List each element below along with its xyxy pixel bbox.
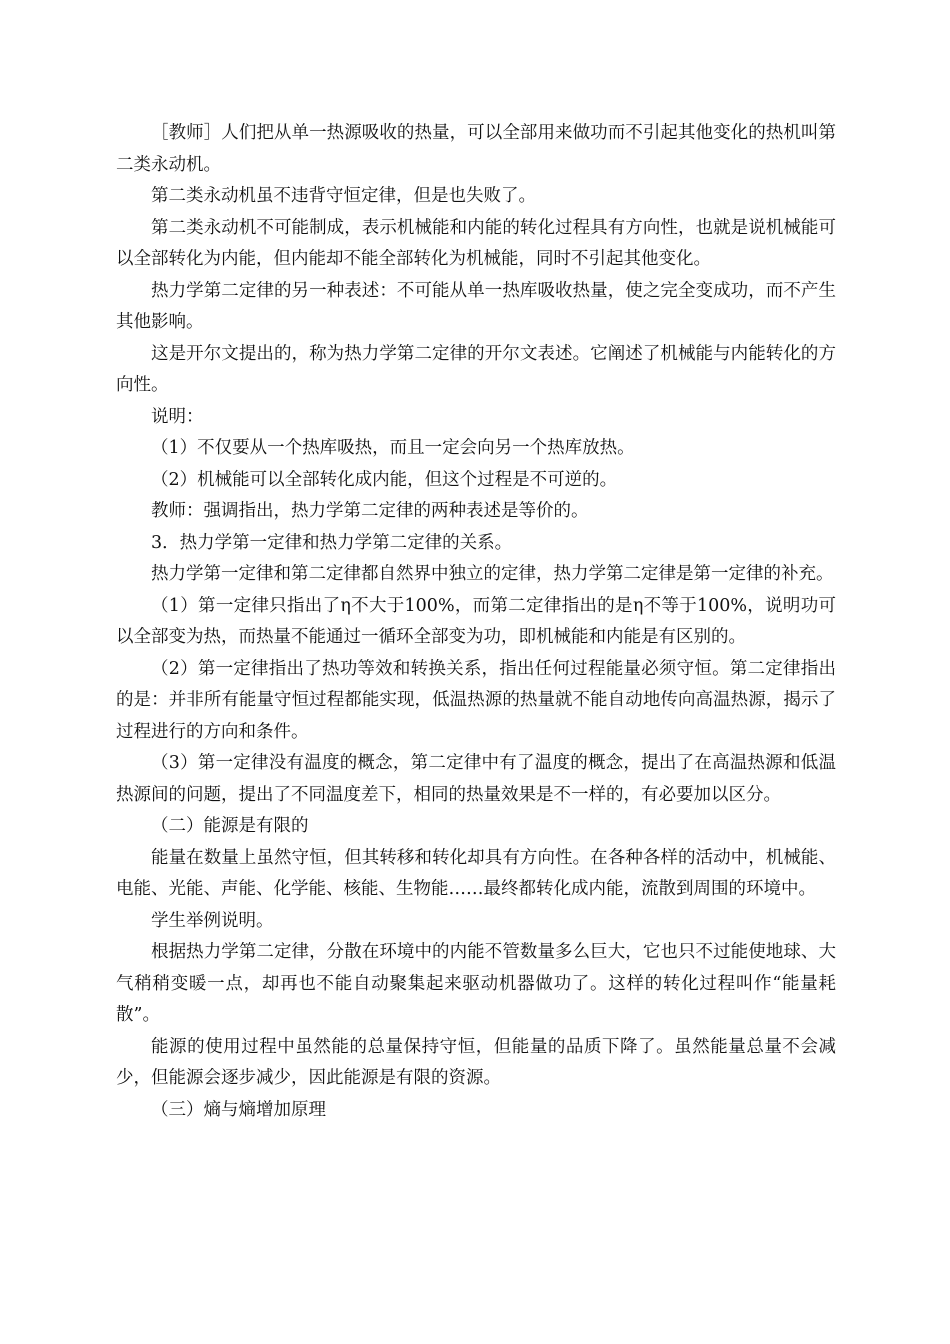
section-heading-energy-limited: （二）能源是有限的 [151,816,309,836]
paragraph-relation-2: （2）第一定律指出了热功等效和转换关系，指出任何过程能量必须守恒。第二定律指出的是：并非所有能量守恒过程都能实现，低温热源的热量就不能自动地传向高温热源，揭示了过程进行的方向和条件。 [116,658,836,742]
paragraph-explanation-label: 说明： [151,406,204,427]
section-heading-entropy: （三）熵与熵增加原理 [151,1099,326,1120]
paragraph-note-2: （2）机械能可以全部转化成内能，但这个过程是不可逆的。 [151,469,618,490]
paragraph-direction-of-conversion: 第二类永动机不可能制成，表示机械能和内能的转化过程具有方向性，也就是说机械能可以全部转化为内能，但内能却不能全部转化为机械能，同时不引起其他变化。 [116,217,836,269]
paragraph-alternative-statement: 热力学第二定律的另一种表述：不可能从单一热库吸收热量，使之完全变成功，而不产生其他影响。 [116,280,836,332]
paragraph-second-kind-failed: 第二类永动机虽不违背守恒定律，但是也失败了。 [151,186,536,206]
paragraph-relation-1: （1）第一定律只指出了η不大于100%，而第二定律指出的是η不等于100%，说明功可以全部变为热，而热量不能通过一循环全部变为功，即机械能和内能是有区别的。 [116,595,836,647]
paragraph-energy-direction: 能量在数量上虽然守恒，但其转移和转化却具有方向性。在各种各样的活动中，机械能、电能、光能、声能、化学能、核能、生物能……最终都转化成内能，流散到周围的环境中。 [116,847,836,899]
paragraph-teacher-emphasis: 教师：强调指出，热力学第二定律的两种表述是等价的。 [151,501,589,521]
document-body [116,118,836,1126]
section-heading-3: 3．热力学第一定律和热力学第二定律的关系。 [151,532,513,553]
paragraph-kelvin-statement: 这是开尔文提出的，称为热力学第二定律的开尔文表述。它阐述了机械能与内能转化的方向性。 [116,343,836,395]
paragraph-laws-relation: 热力学第一定律和第二定律都自然界中独立的定律，热力学第二定律是第一定律的补充。 [151,564,834,584]
paragraph-energy-quality: 能源的使用过程中虽然能的总量保持守恒，但能量的品质下降了。虽然能量总量不会减少，但能源会逐步减少，因此能源是有限的资源。 [116,1036,836,1088]
paragraph-energy-dissipation: 根据热力学第二定律，分散在环境中的内能不管数量多么巨大，它也只不过能使地球、大气稍稍变暖一点，却再也不能自动聚集起来驱动机器做功了。这样的转化过程叫作“能量耗散”。 [116,942,836,1025]
paragraph-relation-3: （3）第一定律没有温度的概念，第二定律中有了温度的概念，提出了在高温热源和低温热源间的问题，提出了不同温度差下，相同的热量效果是不一样的，有必要加以区分。 [116,753,836,805]
paragraph-note-1: （1）不仅要从一个热库吸热，而且一定会向另一个热库放热。 [151,438,635,458]
paragraph-student-examples: 学生举例说明。 [151,910,274,931]
paragraph-teacher-definition: ［教师］人们把从单一热源吸收的热量，可以全部用来做功而不引起其他变化的热机叫第二类永动机。 [116,123,836,175]
